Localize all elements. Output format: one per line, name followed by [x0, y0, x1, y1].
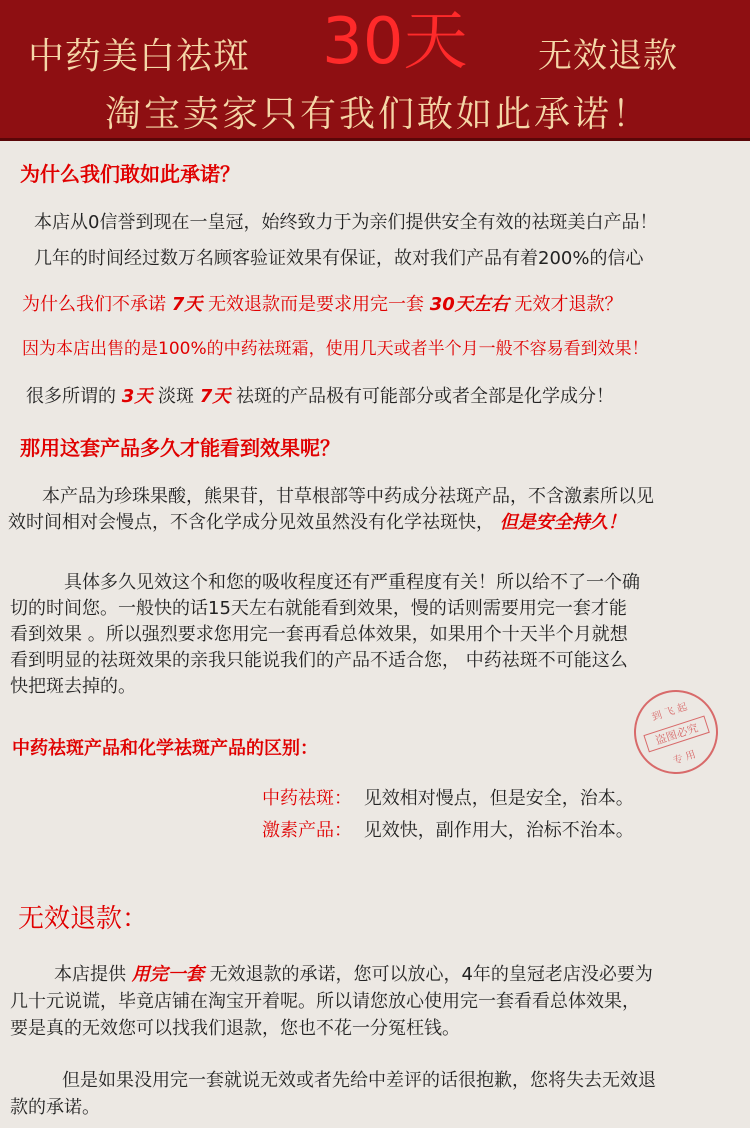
header-banner — [0, 0, 750, 141]
section1-line1: 本店从0信誉到现在一皇冠，始终致力于为亲们提供安全有效的祛斑美白产品！ — [34, 212, 658, 233]
comparison-row-chinese — [262, 784, 634, 810]
anti-theft-seal — [623, 679, 729, 785]
line3-part-e: 无效才退款？ — [514, 294, 623, 315]
line5-part-c: 淡斑 — [158, 386, 194, 407]
section2-heading: 那用这套产品多久才能看到效果呢？ — [20, 436, 340, 460]
refund-text-b: 无效退款的承诺，您可以放心，4年的皇冠老店没必要为 — [209, 964, 653, 985]
line3-part-c: 无效退款而是要求用完一套 — [208, 294, 424, 315]
chinese-medicine-label: 中药祛斑： — [262, 788, 352, 809]
section2-para1-line1: 本产品为珍珠果酸，熊果苷，甘草根部等中药成分祛斑产品，不含激素所以见 — [42, 486, 654, 507]
section4-para1-line1 — [54, 960, 653, 986]
section2-para1-line2 — [8, 508, 626, 534]
refund-text-a: 本店提供 — [54, 964, 126, 985]
line5-part-a: 很多所谓的 — [26, 386, 116, 407]
section2-para2-line3: 看到效果 。所以强烈要求您用完一套再看总体效果，如果用个十天半个月就想 — [10, 624, 628, 645]
banner-days-text: 30天 — [322, 5, 468, 79]
refund-emphasis: 用完一套 — [131, 964, 204, 985]
seal-middle-text: 盗图必究 — [643, 715, 709, 752]
line5-3days: 3天 — [121, 386, 153, 407]
line3-30days: 30天左右 — [429, 294, 509, 315]
line3-part-a: 为什么我们不承诺 — [22, 294, 166, 315]
section4-heading: 无效退款： — [18, 904, 149, 934]
section2-para2-line2: 切的时间您。一般快的话15天左右就能看到效果，慢的话则需要用完一套才能 — [10, 598, 627, 619]
section1-line5 — [26, 382, 614, 408]
section4-para2-line1: 但是如果没用完一套就说无效或者先给中差评的话很抱歉，您将失去无效退 — [62, 1070, 656, 1091]
hormone-value: 见效快，副作用大，治标不治本。 — [363, 820, 634, 841]
banner-right-text: 无效退款 — [538, 36, 678, 76]
chinese-medicine-value: 见效相对慢点，但是安全，治本。 — [363, 788, 634, 809]
section4-para1-line2: 几十元说谎，毕竟店铺在淘宝开着呢。所以请您放心使用完一套看看总体效果， — [10, 991, 640, 1012]
seal-bottom-text: 专 用 — [671, 749, 698, 767]
section1-line2: 几年的时间经过数万名顾客验证效果有保证，故对我们产品有着200%的信心 — [34, 248, 644, 269]
para1-emphasis: 但是安全持久！ — [499, 512, 626, 533]
line5-7days: 7天 — [199, 386, 231, 407]
banner-left-text: 中药美白祛斑 — [28, 36, 251, 77]
section2-para2-line5: 快把斑去掉的。 — [10, 676, 136, 697]
banner-bottom-text: 淘宝卖家只有我们敢如此承诺！ — [105, 94, 652, 135]
section3-heading: 中药祛斑产品和化学祛斑产品的区别： — [12, 738, 318, 759]
hormone-label: 激素产品： — [262, 820, 352, 841]
comparison-row-hormone — [262, 816, 634, 842]
line5-part-e: 祛斑的产品极有可能部分或者全部是化学成分！ — [236, 386, 614, 407]
seal-top-text: 到 飞 起 — [650, 701, 689, 724]
section4-para2-line2: 款的承诺。 — [10, 1097, 100, 1118]
section1-line4: 因为本店出售的是100%的中药祛斑霜，使用几天或者半个月一般不容易看到效果！ — [22, 339, 649, 359]
section2-para2-line4: 看到明显的祛斑效果的亲我只能说我们的产品不适合您， 中药祛斑不可能这么 — [10, 650, 628, 671]
para1-text: 效时间相对会慢点，不含化学成分见效虽然没有化学祛斑快， — [8, 512, 494, 533]
line3-7days: 7天 — [171, 294, 203, 315]
section1-line3 — [22, 290, 623, 316]
section4-para1-line3: 要是真的无效您可以找我们退款，您也不花一分冤枉钱。 — [10, 1018, 460, 1039]
section2-para2-line1: 具体多久见效这个和您的吸收程度还有严重程度有关！所以给不了一个确 — [64, 572, 640, 593]
section1-heading: 为什么我们敢如此承诺？ — [20, 162, 240, 186]
